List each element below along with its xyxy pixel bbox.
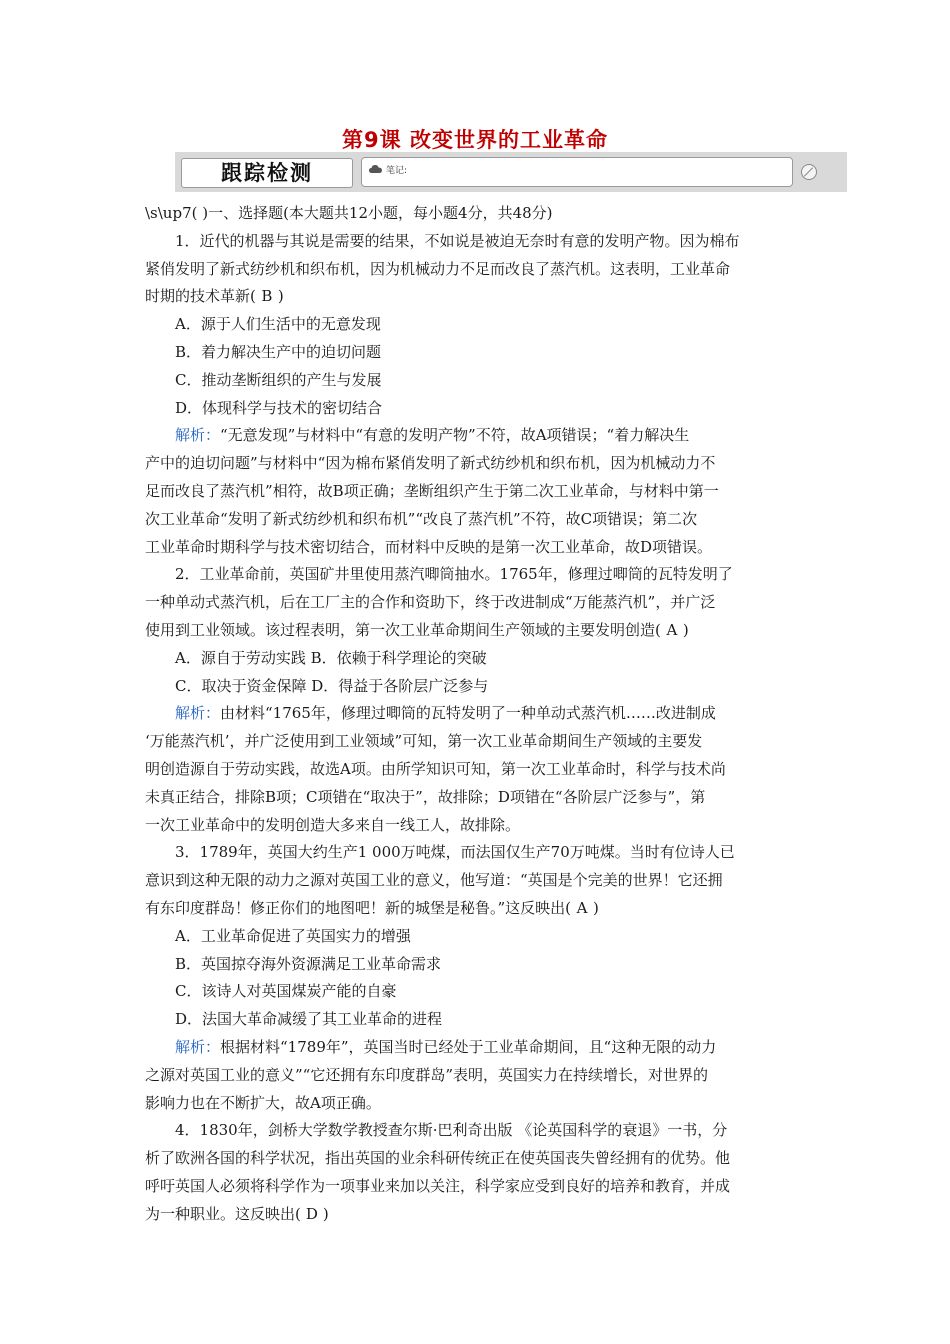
analysis-line: 之源对英国工业的意义”“它还拥有东印度群岛”表明，英国实力在持续增长，对世界的 (145, 1065, 709, 1084)
option: C．该诗人对英国煤炭产能的自豪 (175, 982, 397, 1001)
analysis-line: 产中的迫切问题”与材料中“因为棉布紧俏发明了新式纺纱机和织布机，因为机械动力不 (145, 454, 716, 473)
option: B．着力解决生产中的迫切问题 (175, 342, 382, 361)
question-stem-line: 时期的技术革新( B ) (145, 283, 810, 311)
notes-label: 笔记: (386, 166, 408, 176)
option: A．源于人们生活中的无意发现 (175, 315, 381, 334)
answer-letter: D (305, 1204, 318, 1223)
header-banner (175, 152, 847, 192)
analysis-label: 解析： (175, 704, 221, 723)
analysis-line: 次工业革命“发明了新式纺纱机和织布机”“改良了蒸汽机”不符，故C项错误；第二次 (145, 509, 698, 528)
question-stem-line: 紧俏发明了新式纺纱机和织布机，因为机械动力不足而改良了蒸汽机。这表明，工业革命 (145, 259, 731, 278)
question-stem-line: 有东印度群岛！修正你们的地图吧！新的城堡是秘鲁。”这反映出( A ) (145, 895, 810, 923)
option: A．源自于劳动实践 B．依赖于科学理论的突破 (175, 648, 487, 667)
question-1 (145, 228, 810, 562)
analysis-label: 解析： (175, 1037, 221, 1056)
question-stem-line: 析了欧洲各国的科学状况，指出英国的业余科研传统正在使英国丧失曾经拥有的优势。他 (145, 1149, 731, 1168)
option: D．体现科学与技术的密切结合 (175, 398, 383, 417)
question-2 (145, 561, 810, 839)
notes-field[interactable] (361, 157, 793, 187)
analysis-line: 足而改良了蒸汽机”相符，故B项正确；垄断组织产生于第二次工业革命，与材料中第一 (145, 481, 719, 500)
analysis-line: 工业革命时期科学与技术密切结合，而材料中反映的是第一次工业革命，故D项错误。 (145, 537, 713, 556)
analysis-line: 影响力也在不断扩大，故A项正确。 (145, 1093, 381, 1112)
question-list (145, 200, 810, 1228)
option: B．英国掠夺海外资源满足工业革命需求 (175, 954, 442, 973)
option: C．推动垄断组织的产生与发展 (175, 370, 382, 389)
question-stem-line: 为一种职业。这反映出( D ) (145, 1201, 810, 1229)
analysis-line: ‘万能蒸汽机’，并广泛使用到工业领域”可知，第一次工业革命期间生产领域的主要发 (145, 732, 703, 751)
analysis-line: 明创造源自于劳动实践，故选A项。由所学知识可知，第一次工业革命时，科学与技术尚 (145, 759, 726, 778)
question-3 (145, 839, 810, 1117)
question-4 (145, 1117, 810, 1228)
close-icon[interactable] (801, 164, 817, 180)
page-title: 第9课 改变世界的工业革命 (342, 128, 608, 152)
question-stem-line: 4．1830年，剑桥大学数学教授查尔斯·巴利奇出版 《论英国科学的衰退》一书，分 (175, 1121, 728, 1140)
option: D．法国大革命减缓了其工业革命的进程 (175, 1010, 443, 1029)
analysis-line: 解析：由材料“1765年，修理过唧筒的瓦特发明了一种单动式蒸汽机……改进制成 (175, 704, 716, 723)
question-stem-line: 意识到这种无限的动力之源对英国工业的意义，他写道：“英国是个完美的世界！它还拥 (145, 871, 723, 890)
analysis-label: 解析： (175, 426, 221, 445)
option: C．取决于资金保障 D．得益于各阶层广泛参与 (175, 676, 489, 695)
answer-letter: B (261, 287, 273, 306)
analysis-line: 解析：“无意发现”与材料中“有意的发明产物”不符，故A项错误；“着力解决生 (175, 426, 690, 445)
question-stem-line: 2．工业革命前，英国矿井里使用蒸汽唧筒抽水。1765年，修理过唧筒的瓦特发明了 (175, 565, 733, 584)
question-stem-line: 使用到工业领域。该过程表明，第一次工业革命期间生产领域的主要发明创造( A ) (145, 617, 810, 645)
option: A．工业革命促进了英国实力的增强 (175, 926, 411, 945)
question-stem-line: 呼吁英国人必须将科学作为一项事业来加以关注，科学家应受到良好的培养和教育，并成 (145, 1176, 731, 1195)
analysis-line: 解析：根据材料“1789年”，英国当时已经处于工业革命期间，且“这种无限的动力 (175, 1037, 717, 1056)
section-header: \s\up7( )一、选择题(本大题共12小题，每小题4分，共48分) (145, 204, 553, 222)
analysis-line: 一次工业革命中的发明创造大多来自一线工人，故排除。 (145, 815, 521, 834)
answer-letter: A (666, 620, 678, 639)
question-stem-line: 3．1789年，英国大约生产1 000万吨煤，而法国仅生产70万吨煤。当时有位诗人已 (175, 843, 735, 862)
cloud-icon (368, 163, 384, 175)
analysis-line: 未真正结合，排除B项；C项错在“取决于”，故排除；D项错在“各阶层广泛参与”，第 (145, 787, 706, 806)
question-stem-line: 1．近代的机器与其说是需要的结果，不如说是被迫无奈时有意的发明产物。因为棉布 (175, 231, 740, 250)
tracking-test-label: 跟踪检测 (181, 158, 353, 188)
answer-letter: A (576, 898, 588, 917)
question-stem-line: 一种单动式蒸汽机，后在工厂主的合作和资助下，终于改进制成“万能蒸汽机”，并广泛 (145, 593, 716, 612)
